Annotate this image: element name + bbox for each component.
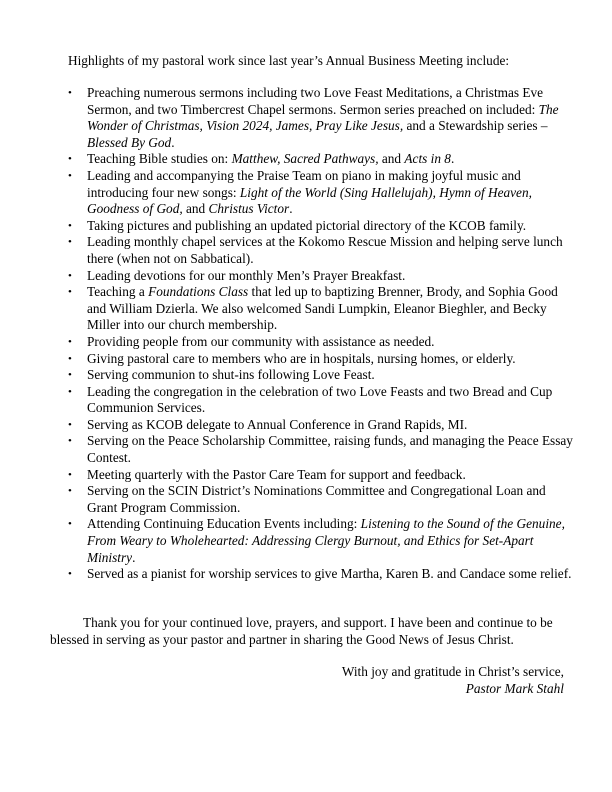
italic-title: The Wonder of Christmas, Vision 2024, James, Pray Like Jesus, — [87, 101, 559, 134]
item-text: Serving on the SCIN District’s Nominations Committee and Congregational Loan and Grant Program Commission. — [87, 483, 546, 515]
list-item — [68, 566, 573, 583]
list-item — [68, 234, 573, 267]
item-text: Providing people from our community with assistance as needed. — [87, 333, 435, 349]
list-item — [68, 151, 573, 168]
item-text: Serving as KCOB delegate to Annual Conference in Grand Rapids, MI. — [87, 416, 468, 432]
bullet-icon: • — [68, 468, 72, 481]
list-item — [68, 483, 573, 516]
signoff-name: Pastor Mark Stahl — [465, 680, 564, 696]
bullet-icon: • — [68, 352, 72, 365]
italic-title: Light of the World (Sing Hallelujah), Hymn of Heaven, Goodness of God, — [87, 184, 532, 217]
bullet-icon: • — [68, 518, 72, 531]
item-text: Leading devotions for our monthly Men’s Prayer Breakfast. — [87, 267, 406, 283]
closing-text: Thank you for your continued love, prayers, and support. I have been and continue to be blessed in serving as your pastor and partner in sharing the Good News of Jesus Christ. — [50, 615, 553, 647]
item-text: . — [450, 151, 455, 167]
italic-title: Listening to the Sound of the Genuine, From Weary to Wholehearted: Addressing Clergy Burnout, and Ethics for Set-Apart Ministry — [87, 516, 565, 565]
item-text: Preaching numerous sermons including two Love Feast Meditations, a Christmas Eve Sermon, and two Timbercrest Chapel sermons. Sermon series preached on included: — [87, 85, 544, 117]
bullet-icon: • — [68, 435, 72, 448]
list-item — [68, 417, 573, 434]
bullet-icon: • — [68, 568, 72, 581]
bullet-icon: • — [68, 369, 72, 382]
list-item — [68, 268, 573, 285]
list-item — [68, 218, 573, 235]
item-text: Teaching Bible studies on: — [87, 151, 232, 167]
intro-paragraph: Highlights of my pastoral work since last year’s Annual Business Meeting include: — [68, 53, 510, 68]
italic-title: Blessed By God — [87, 134, 172, 150]
list-item — [68, 168, 573, 218]
list-item — [68, 433, 573, 466]
bullet-icon: • — [68, 269, 72, 282]
item-text: and a Stewardship series – — [403, 118, 548, 134]
signoff-line: With joy and gratitude in Christ’s service, — [341, 664, 564, 679]
bullet-icon: • — [68, 485, 72, 498]
item-text: Teaching a — [87, 284, 149, 300]
italic-title: Christus Victor — [208, 201, 290, 217]
italic-title: Foundations Class — [148, 284, 249, 300]
bullet-icon: • — [68, 169, 72, 182]
list-item — [68, 367, 573, 384]
item-text: . — [171, 134, 175, 150]
bullet-icon: • — [68, 219, 72, 232]
bullet-icon: • — [68, 418, 72, 431]
signature-block — [342, 664, 564, 697]
item-text: Taking pictures and publishing an updated pictorial directory of the KCOB family. — [87, 217, 527, 233]
bullet-icon: • — [68, 286, 72, 299]
highlights-list — [68, 85, 573, 583]
item-text: Leading monthly chapel services at the Kokomo Rescue Mission and helping serve lunch there (when not on Sabbatical). — [87, 234, 563, 266]
item-text: . — [132, 549, 136, 565]
item-text: Giving pastoral care to members who are in hospitals, nursing homes, or elderly. — [87, 350, 516, 366]
italic-title: Matthew, Sacred Pathways, — [231, 151, 379, 167]
item-text: Meeting quarterly with the Pastor Care Team for support and feedback. — [87, 466, 466, 482]
item-text: Leading and accompanying the Praise Team on piano in making joyful music and introducing four new songs: — [87, 167, 521, 200]
item-text: Leading the congregation in the celebration of two Love Feasts and two Bread and Cup Communion Services. — [87, 383, 553, 416]
item-text: that led up to baptizing Brenner, Brody, and Sophia Good and William Dzierla. We also welcomed Sandi Lumpkin, Eleanor Bieghler, and Becky Miller into our church membership. — [87, 284, 558, 333]
list-item — [68, 85, 573, 151]
list-item — [68, 334, 573, 351]
item-text: Attending Continuing Education Events including: — [87, 516, 361, 532]
list-item — [68, 284, 573, 334]
item-text: Serving communion to shut-ins following Love Feast. — [87, 367, 375, 383]
list-item — [68, 351, 573, 368]
item-text: Served as a pianist for worship services to give Martha, Karen B. and Candace some relief. — [87, 566, 572, 582]
bullet-icon: • — [68, 335, 72, 348]
bullet-icon: • — [68, 385, 72, 398]
item-text: Serving on the Peace Scholarship Committee, raising funds, and managing the Peace Essay Contest. — [87, 433, 573, 466]
list-item — [68, 467, 573, 484]
item-text: and — [182, 201, 209, 217]
list-item — [68, 384, 573, 417]
closing-paragraph — [50, 615, 570, 648]
italic-title: Acts in 8 — [404, 151, 451, 167]
bullet-icon: • — [68, 87, 72, 99]
bullet-icon: • — [68, 153, 72, 166]
item-text: . — [289, 201, 293, 217]
item-text: and — [378, 151, 405, 167]
bullet-icon: • — [68, 236, 72, 249]
list-item — [68, 516, 573, 566]
